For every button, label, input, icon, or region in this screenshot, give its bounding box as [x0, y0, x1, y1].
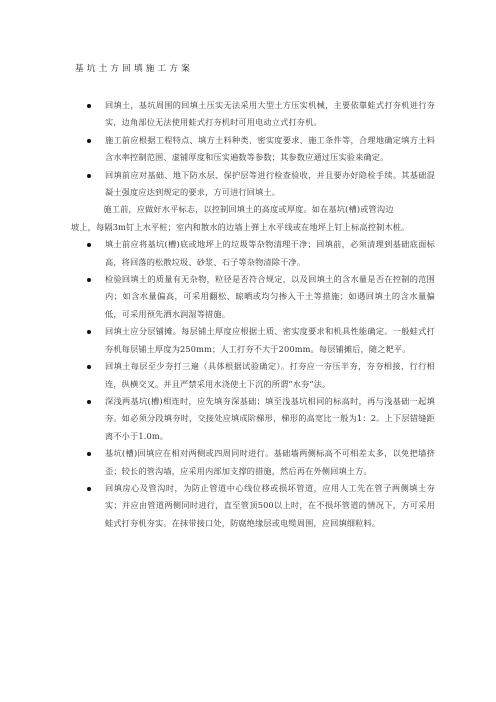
list-item — [87, 480, 435, 532]
bullet-icon — [87, 487, 91, 491]
list-item — [87, 167, 435, 202]
list-item-text: 回填土应分层铺摊。每层铺土厚度应根据土质、密实度要求和机具性能确定。一般蛙式打夯机每层铺土厚度为250mm；人工打夯不大于200mm。每层铺摊后，随之耙平。 — [105, 326, 435, 354]
list-item — [87, 97, 435, 132]
bullet-icon — [87, 174, 91, 178]
list-item-text: 回填土，基坑周围的回填土压实无法采用大型土方压实机械，主要依靠蛙式打夯机进行夯实，边角部位无法使用蛙式打夯机时可用电动立式打夯机。 — [105, 100, 435, 128]
list-item-text: 深浅两基坑(槽)相连时，应先填夯深基础；填至浅基坑相同的标高时，再与浅基础一起填夯。如必须分段填夯时，交接处应填成阶梯形，梯形的高宽比一般为1：2。上下层错缝距离不小于1.0m。 — [105, 395, 435, 441]
bullet-icon — [87, 452, 91, 456]
document-title: 基坑土方回填施工方案 — [75, 64, 193, 74]
list-item-text: 基坑(槽)回填应在相对两侧或四周同时进行。基础墙两侧标高不可相差太多，以免把墙挤歪；较长的管沟墙，应采用内部加支撑的措施，然后再在外侧回填土方。 — [105, 448, 435, 476]
paragraph: 施工前，应做好水平标志，以控制回填土的高度或厚度。如在基坑(槽)或管沟边 — [103, 204, 394, 215]
list-item — [87, 393, 435, 445]
bullet-icon — [87, 139, 91, 143]
paragraph-continuation: 坡上，每隔3m钉上水平桩；室内和散水的边墙上弹上水平线或在地坪上钉上标高控制木桩。 — [71, 221, 410, 232]
bullet-icon — [87, 365, 91, 369]
list-item — [87, 271, 435, 323]
bullet-icon — [87, 278, 91, 282]
list-item-text: 回填土每层至少夯打三遍（具体根据试验确定）。打夯应一夯压半夯，夯夯相接，行行相连，纵横交叉。并且严禁采用水浇使土下沉的所谓“水夯”法。 — [105, 361, 435, 389]
bullet-icon — [87, 243, 91, 247]
list-item-text: 检验回填土的质量有无杂物，粒径是否符合规定，以及回填土的含水量是否在控制的范围内；如含水量偏高，可采用翻松、晾晒或均匀掺入干土等措施；如遇回填土的含水量偏低，可采用预先洒水润湿等措施。 — [105, 274, 435, 319]
list-item-text: 填土前应将基坑(槽)底或地坪上的垃圾等杂物清理干净；回填前，必须清理到基础底面标高，将回落的松散垃圾、砂浆、石子等杂物清除干净。 — [105, 239, 435, 267]
list-item — [87, 236, 435, 271]
bullet-icon — [87, 104, 91, 108]
list-item — [87, 323, 435, 358]
bullet-icon — [87, 400, 91, 404]
document-body — [71, 97, 435, 532]
list-item-text: 施工前应根据工程特点、填方土料种类、密实度要求、施工条件等，合理地确定填方土料含水率控制范围、虚铺厚度和压实遍数等参数；其参数应通过压实验来确定。 — [105, 134, 435, 163]
list-item-text: 回填前应对基础、地下防水层、保护层等进行检查验收，并且要办好隐检手续。其基础混凝土强度应达到规定的要求，方可进行回填土。 — [105, 169, 435, 198]
list-item-text: 回填房心及管沟时，为防止管道中心线位移或损坏管道，应用人工先在管子两侧填土夯实；并应由管道两侧同时进行，直至管顶500以上时，在不损坏管道的情况下，方可采用蛙式打夯机夯实。在抹带接口处，防腐绝缘层或电缆周围，应回填细粒料。 — [105, 482, 435, 528]
list-item — [87, 445, 435, 480]
list-item — [87, 132, 435, 167]
list-item — [87, 358, 435, 393]
bullet-icon — [87, 330, 91, 334]
